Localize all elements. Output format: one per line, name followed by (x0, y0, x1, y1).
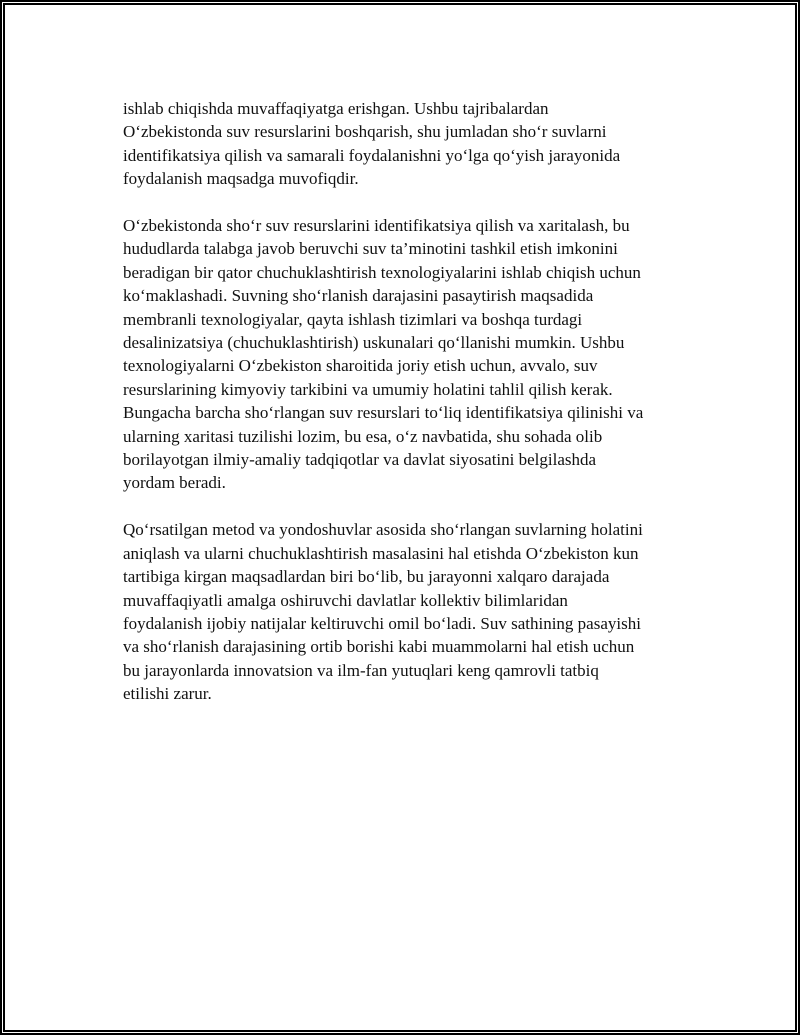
text-line: texnologiyalarni O‘zbekiston sharoitida joriy etish uchun, avvalo, suv (123, 356, 598, 376)
text-line: borilayotgan ilmiy-amaliy tadqiqotlar va davlat siyosatini belgilashda (123, 450, 597, 470)
text-line: foydalanish ijobiy natijalar keltiruvchi omil bo‘ladi. Suv sathining pasayishi (123, 613, 641, 633)
text-line: identifikatsiya qilish va samarali foydalanishni yo‘lga qo‘yish jarayonida (123, 145, 621, 165)
text-line: desalinizatsiya (chuchuklashtirish) uskunalari qo‘llanishi mumkin. Ushbu (123, 333, 625, 353)
text-line: ishlab chiqishda muvaffaqiyatga erishgan. Ushbu tajribalardan (123, 99, 549, 118)
text-line: yordam beradi. (123, 473, 226, 493)
document-body (123, 97, 699, 706)
text-line: ularning xaritasi tuzilishi lozim, bu esa, o‘z navbatida, shu sohada olib (123, 426, 603, 446)
text-line: etilishi zarur. (123, 684, 212, 704)
text-line: Qo‘rsatilgan metod va yondoshuvlar asosida sho‘rlangan suvlarning holatini (123, 520, 643, 540)
text-line: foydalanish maqsadga muvofiqdir. (123, 169, 359, 189)
paragraph-3 (123, 518, 699, 705)
text-line: va sho‘rlanish darajasining ortib borishi kabi muammolarni hal etish uchun (123, 637, 635, 657)
text-line: bu jarayonlarda innovatsion va ilm-fan yutuqlari keng qamrovli tatbiq (123, 660, 599, 680)
text-line: tartibiga kirgan maqsadlardan biri bo‘lib, bu jarayonni xalqaro darajada (123, 567, 610, 587)
text-line: hududlarda talabga javob beruvchi suv ta’minotini tashkil etish imkonini (123, 239, 618, 259)
text-line: membranli texnologiyalar, qayta ishlash tizimlari va boshqa turdagi (123, 309, 583, 329)
text-line: muvaffaqiyatli amalga oshiruvchi davlatlar kollektiv bilimlaridan (123, 590, 568, 610)
text-line: aniqlash va ularni chuchuklashtirish masalasini hal etishda O‘zbekiston kun (123, 543, 639, 563)
text-line: O‘zbekistonda suv resurslarini boshqarish, shu jumladan sho‘r suvlarni (123, 122, 607, 142)
text-line: resurslarining kimyoviy tarkibini va umumiy holatini tahlil qilish kerak. (123, 379, 613, 399)
text-line: Bungacha barcha sho‘rlangan suv resurslari to‘liq identifikatsiya qilinishi va (123, 403, 644, 423)
text-line: beradigan bir qator chuchuklashtirish texnologiyalarini ishlab chiqish uchun (123, 262, 641, 282)
text-line: ko‘maklashadi. Suvning sho‘rlanish darajasini pasaytirish maqsadida (123, 286, 594, 306)
paragraph-2 (123, 214, 699, 495)
text-line: O‘zbekistonda sho‘r suv resurslarini identifikatsiya qilish va xaritalash, bu (123, 216, 630, 236)
paragraph-1 (123, 97, 699, 191)
